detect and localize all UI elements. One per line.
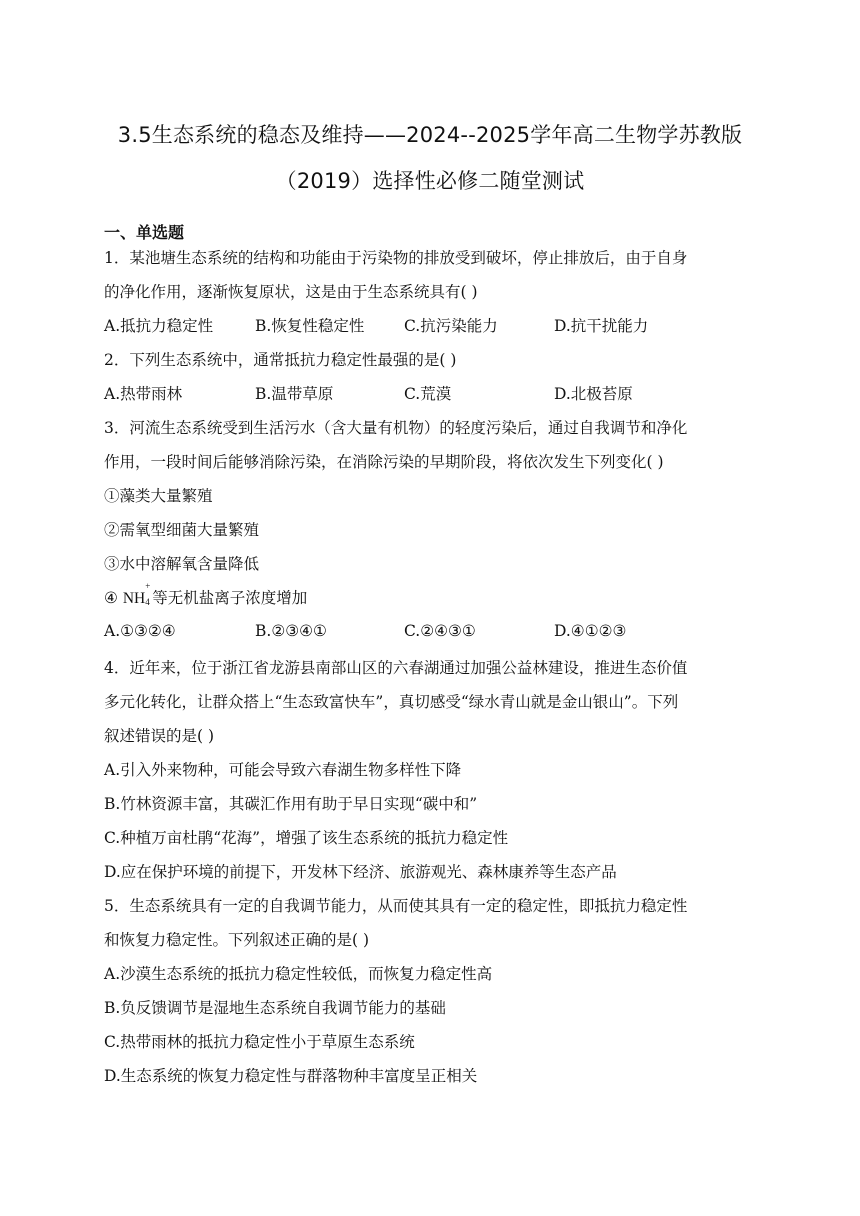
nh4-charge: + (145, 580, 151, 591)
question-3-item-2: ②需氧型细菌大量繁殖 (104, 521, 260, 539)
section-heading: 一、单选题 (104, 223, 185, 242)
document-title-line-2: （2019）选择性必修二随堂测试 (275, 169, 585, 193)
question-3-item-4-prefix: ④ (104, 589, 118, 607)
question-2-option-c: C.荒漠 (404, 385, 452, 403)
question-2-stem-line-1: 2．下列生态系统中，通常抵抗力稳定性最强的是( ) (104, 351, 457, 369)
question-3-option-c: C.②④③① (404, 622, 476, 640)
question-1-option-d: D.抗干扰能力 (554, 317, 649, 335)
question-5-option-a: A.沙漠生态系统的抵抗力稳定性较低，而恢复力稳定性高 (104, 965, 493, 983)
question-1-option-c: C.抗污染能力 (404, 317, 498, 335)
question-2-option-d: D.北极苔原 (554, 385, 633, 403)
question-3-item-1: ①藻类大量繁殖 (104, 487, 213, 505)
question-4-option-a: A.引入外来物种，可能会导致六春湖生物多样性下降 (104, 761, 462, 779)
nh4-subscript: 4 (145, 596, 150, 607)
question-5-stem-line-2: 和恢复力稳定性。下列叙述正确的是( ) (104, 931, 370, 949)
question-4-option-b: B.竹林资源丰富，其碳汇作用有助于早日实现“碳中和” (104, 795, 478, 813)
question-4-stem-line-1: 4．近年来，位于浙江省龙游县南部山区的六春湖通过加强公益林建设，推进生态价值 (104, 659, 688, 677)
question-3-item-4-text: 等无机盐离子浓度增加 (152, 589, 308, 607)
nh4-formula: NH + 4 (122, 580, 151, 607)
question-2-option-b: B.温带草原 (255, 385, 334, 403)
question-3-item-4 (104, 580, 308, 608)
question-3-item-3: ③水中溶解氧含量降低 (104, 555, 260, 573)
question-5-option-d: D.生态系统的恢复力稳定性与群落物种丰富度呈正相关 (104, 1067, 478, 1085)
question-5-stem-line-1: 5．生态系统具有一定的自我调节能力，从而使其具有一定的稳定性，即抵抗力稳定性 (104, 897, 688, 915)
question-4-stem-line-3: 叙述错误的是( ) (104, 727, 215, 745)
document-title-line-1: 3.5生态系统的稳态及维持——2024--2025学年高二生物学苏教版 (117, 123, 743, 147)
question-3-option-d: D.④①②③ (554, 622, 627, 640)
question-4-option-d: D.应在保护环境的前提下，开发林下经济、旅游观光、森林康养等生态产品 (104, 863, 617, 881)
question-5-option-b: B.负反馈调节是湿地生态系统自我调节能力的基础 (104, 999, 446, 1017)
question-4-option-c: C.种植万亩杜鹃“花海”，增强了该生态系统的抵抗力稳定性 (104, 829, 509, 847)
question-2-option-a: A.热带雨林 (104, 385, 183, 403)
question-3-option-b: B.②③④① (255, 622, 327, 640)
question-3-stem-line-2: 作用，一段时间后能够消除污染，在消除污染的早期阶段，将依次发生下列变化( ) (104, 453, 664, 471)
question-1-stem-line-2: 的净化作用，逐渐恢复原状，这是由于生态系统具有( ) (104, 283, 478, 301)
question-3-option-a: A.①③②④ (104, 622, 176, 640)
question-1-option-a: A.抵抗力稳定性 (104, 317, 214, 335)
question-1-option-b: B.恢复性稳定性 (255, 317, 365, 335)
question-5-option-c: C.热带雨林的抵抗力稳定性小于草原生态系统 (104, 1033, 415, 1051)
question-3-stem-line-1: 3．河流生态系统受到生活污水（含大量有机物）的轻度污染后，通过自我调节和净化 (104, 419, 688, 437)
question-4-stem-line-2: 多元化转化，让群众搭上“生态致富快车”，真切感受“绿水青山就是金山银山”。下列 (104, 693, 679, 711)
question-1-stem-line-1: 1．某池塘生态系统的结构和功能由于污染物的排放受到破坏，停止排放后，由于自身 (104, 249, 688, 267)
